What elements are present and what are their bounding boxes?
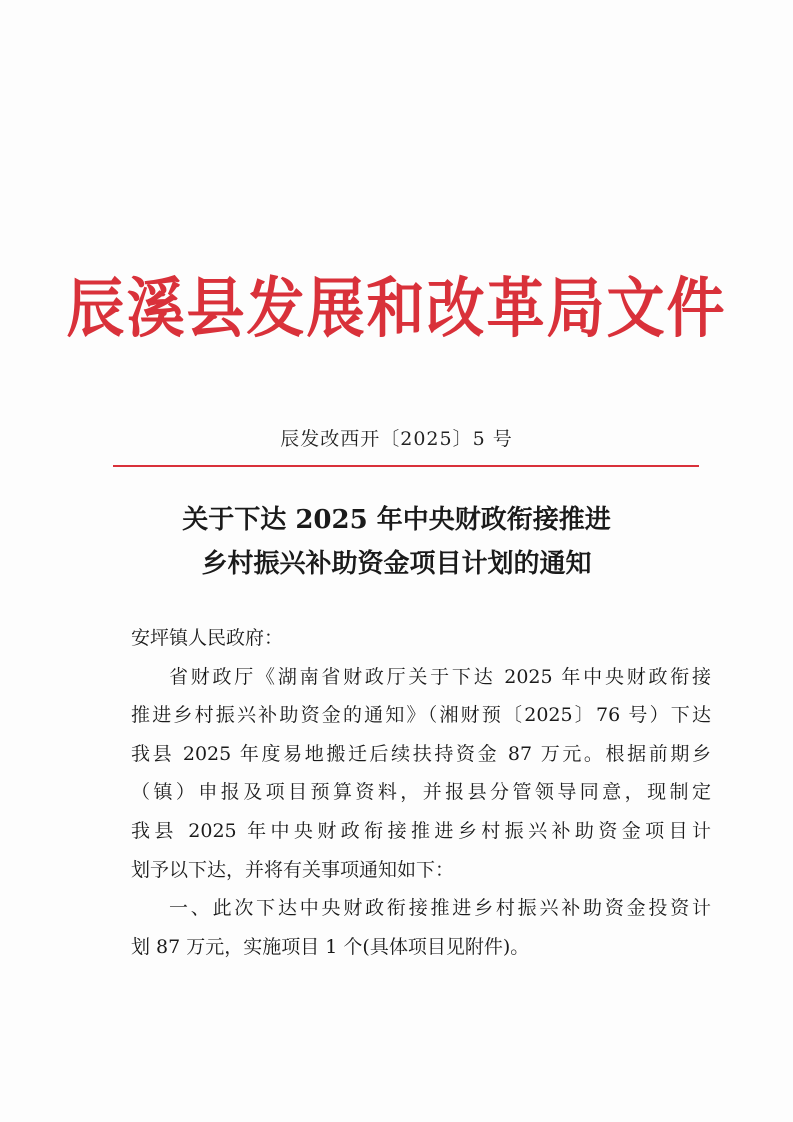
paragraph-2-line: 划 87 万元，实施项目 1 个(具体项目见附件)。: [131, 935, 530, 958]
document-title: [0, 498, 793, 586]
paragraph-1-line: 我县 2025 年度易地搬迁后续扶持资金 87 万元。根据前期乡: [131, 742, 711, 765]
paragraph-1-line: （镇）申报及项目预算资料，并报县分管领导同意，现制定: [131, 781, 711, 804]
paragraph-2: [131, 889, 711, 966]
red-divider-line: [113, 465, 699, 467]
paragraph-1-line: 推进乡村振兴补助资金的通知》（湘财预〔2025〕76 号）下达: [131, 704, 711, 727]
title-line-1: 关于下达 2025 年中央财政衔接推进: [182, 505, 611, 535]
paragraph-1: [131, 658, 711, 890]
issuer-title: 辰溪县发展和改革局文件: [66, 269, 727, 347]
paragraph-2-line: 一、此次下达中央财政衔接推进乡村振兴补助资金投资计: [169, 897, 711, 920]
document-body: [131, 619, 711, 966]
paragraph-1-line: 划予以下达，并将有关事项通知如下：: [131, 858, 455, 881]
paragraph-1-line: 我县 2025 年中央财政衔接推进乡村振兴补助资金项目计: [131, 819, 711, 842]
document-number: 辰发改西开〔2025〕5 号: [280, 428, 513, 450]
salutation: 安坪镇人民政府：: [131, 627, 284, 649]
paragraph-1-line: 省财政厅《湖南省财政厅关于下达 2025 年中央财政衔接: [169, 665, 711, 688]
title-line-2: 乡村振兴补助资金项目计划的通知: [201, 549, 592, 579]
